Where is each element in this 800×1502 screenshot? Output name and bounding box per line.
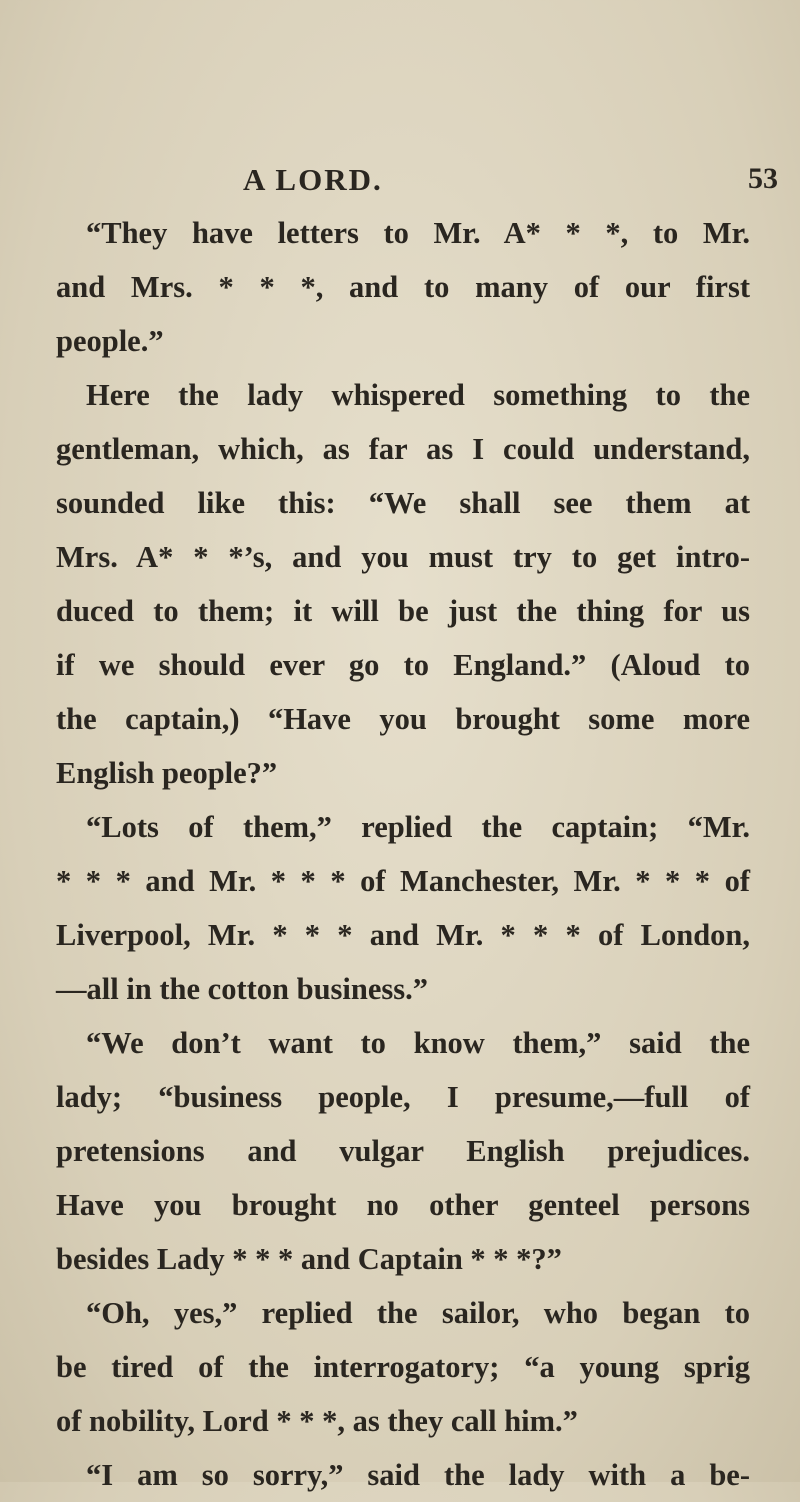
text-line: * * * and Mr. * * * of Manchester, Mr. * * * of xyxy=(56,864,750,898)
text-line: sounded like this: “We shall see them at xyxy=(56,486,750,520)
text-line: “I am so sorry,” said the lady with a be- xyxy=(86,1458,750,1492)
running-head xyxy=(0,162,800,198)
text-line: be tired of the interrogatory; “a young sprig xyxy=(56,1350,750,1384)
text-line: “We don’t want to know them,” said the xyxy=(86,1026,750,1060)
text-line: duced to them; it will be just the thing for us xyxy=(56,594,750,628)
text-line: Have you brought no other genteel persons xyxy=(56,1188,750,1222)
text-line: if we should ever go to England.” (Aloud to xyxy=(56,648,750,682)
running-title: A LORD. xyxy=(243,162,383,197)
page-number: 53 xyxy=(748,162,778,195)
text-line: gentleman, which, as far as I could understand, xyxy=(56,432,750,466)
text-line: lady; “business people, I presume,—full of xyxy=(56,1080,750,1114)
text-line: English people?” xyxy=(56,756,278,790)
body-text xyxy=(56,206,750,1502)
text-line: Mrs. A* * *’s, and you must try to get intro- xyxy=(56,540,750,574)
text-line: “They have letters to Mr. A* * *, to Mr. xyxy=(86,216,750,250)
text-line: —all in the cotton business.” xyxy=(56,972,428,1006)
text-line: the captain,) “Have you brought some more xyxy=(56,702,750,736)
text-line: Liverpool, Mr. * * * and Mr. * * * of London, xyxy=(56,918,750,952)
text-line: pretensions and vulgar English prejudices. xyxy=(56,1134,750,1168)
text-line: Here the lady whispered something to the xyxy=(86,378,750,412)
text-line: people.” xyxy=(56,324,164,358)
text-line: “Lots of them,” replied the captain; “Mr. xyxy=(86,810,750,844)
text-line: besides Lady * * * and Captain * * *?” xyxy=(56,1242,562,1276)
text-line: “Oh, yes,” replied the sailor, who began to xyxy=(86,1296,750,1330)
text-line: of nobility, Lord * * *, as they call him.” xyxy=(56,1404,578,1438)
text-line: and Mrs. * * *, and to many of our first xyxy=(56,270,750,304)
